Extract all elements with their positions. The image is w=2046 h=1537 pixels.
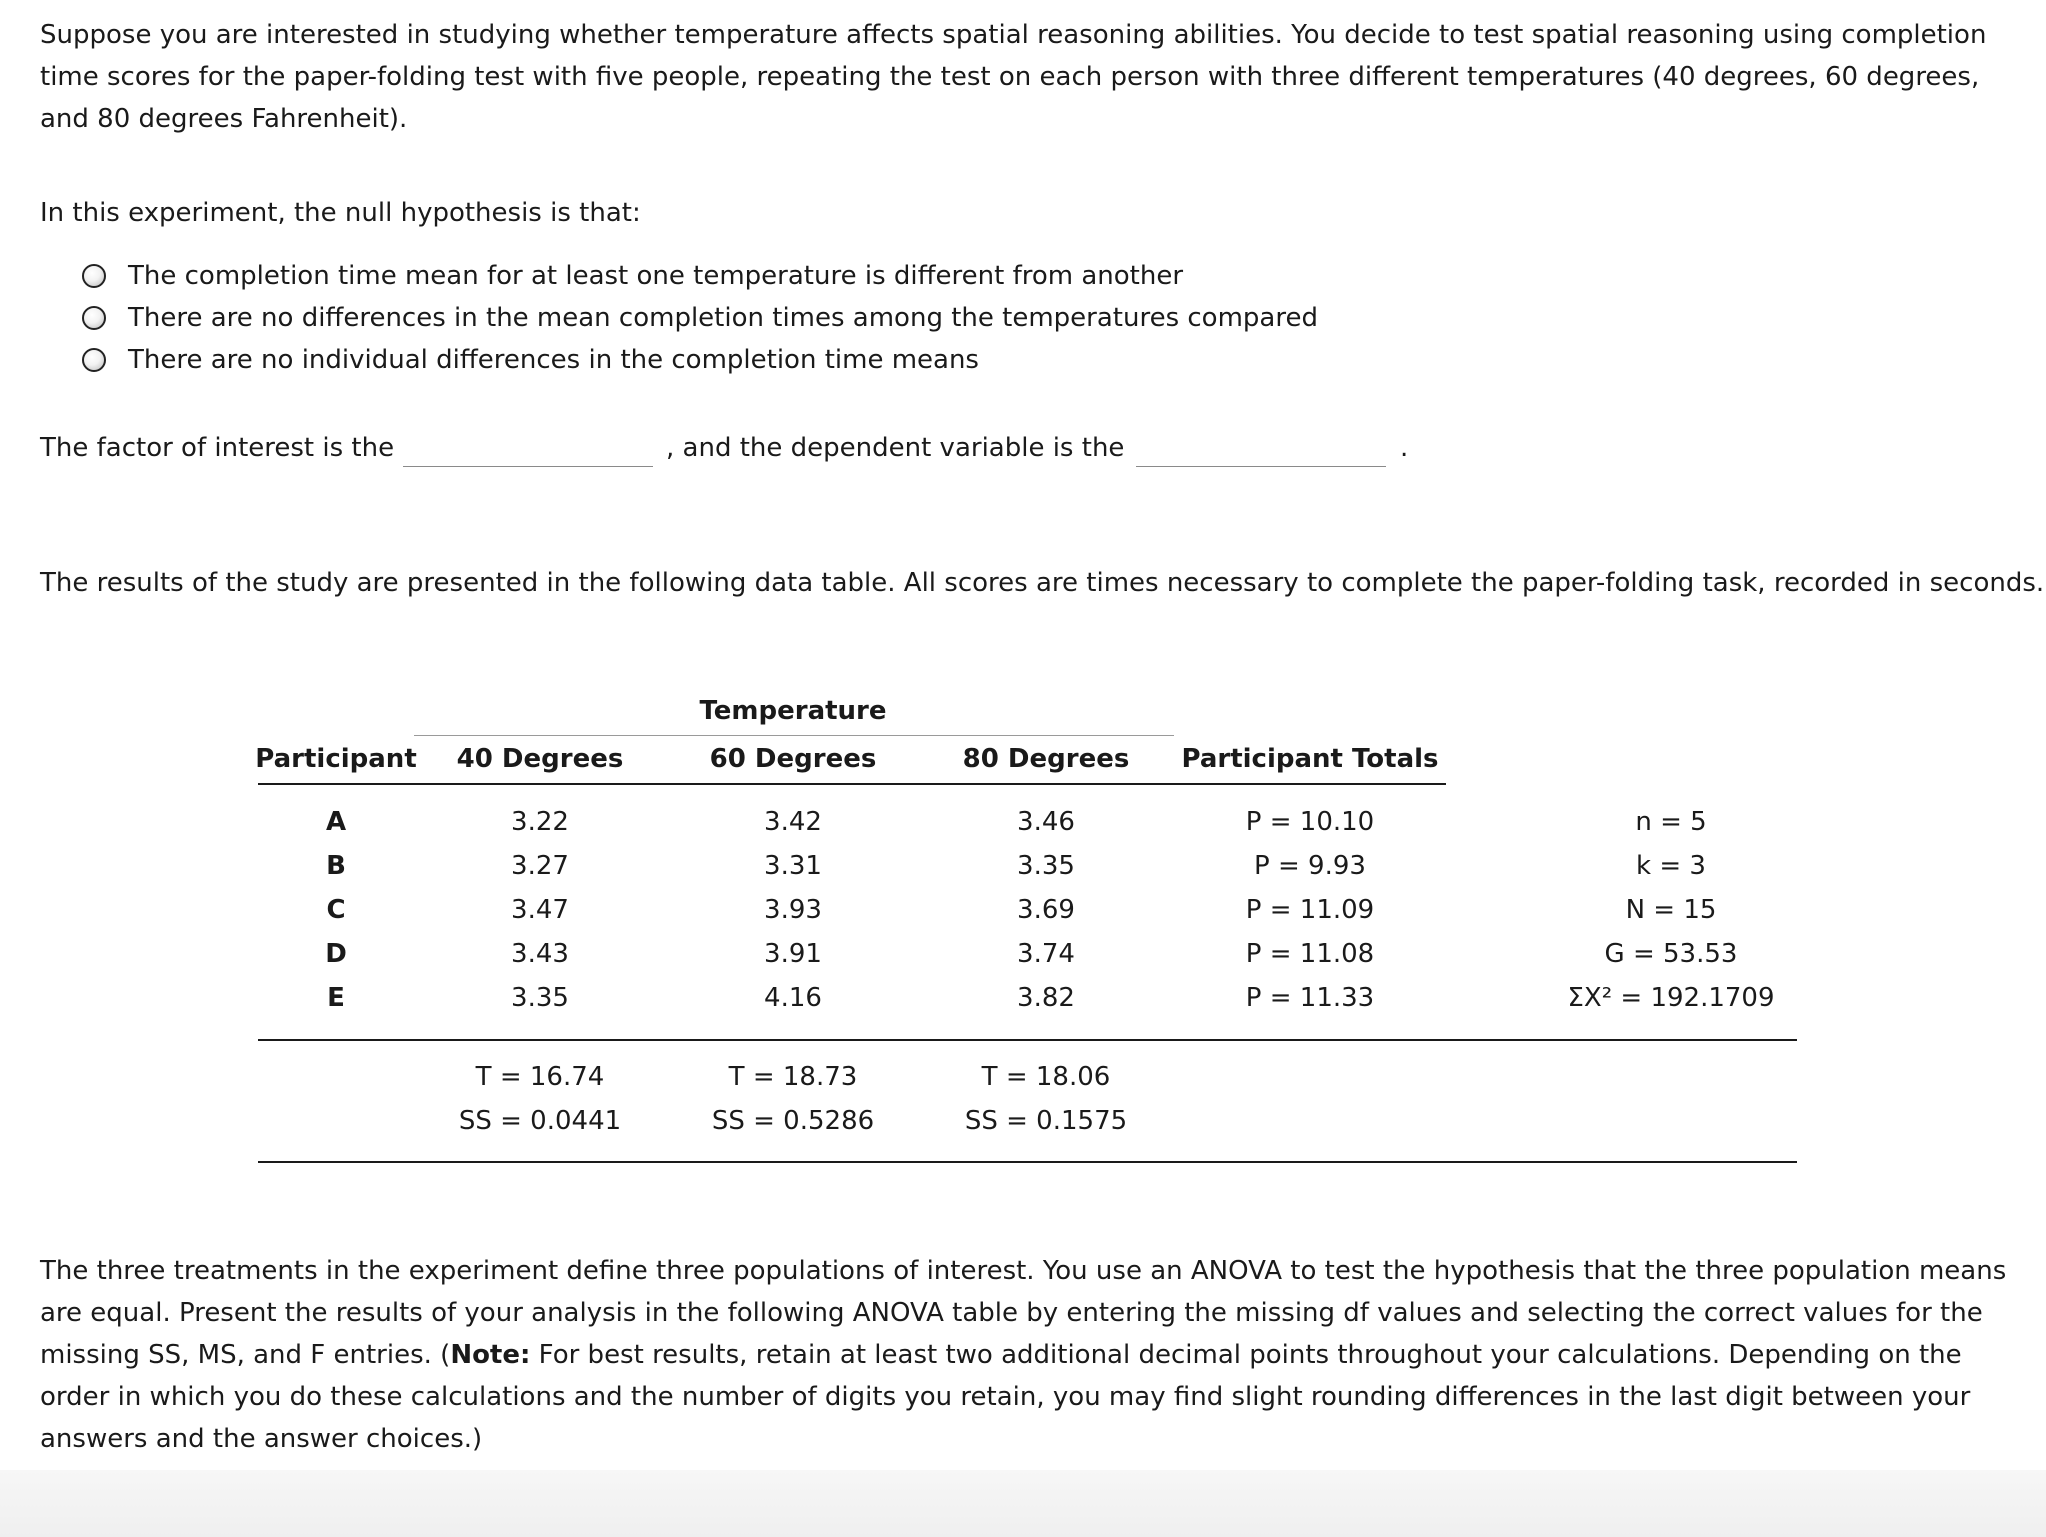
radio-button-icon[interactable]: [82, 306, 106, 330]
row-value-40: 3.27: [511, 851, 569, 881]
col-header-60: 60 Degrees: [709, 744, 877, 774]
row-participant-total: P = 11.08: [1245, 939, 1375, 969]
factor-sentence-part3: .: [1400, 433, 1409, 463]
col-header-40: 40 Degrees: [456, 744, 624, 774]
treatment-ss-40: SS = 0.0441: [458, 1106, 622, 1136]
treatment-total-80: T = 18.06: [981, 1062, 1111, 1092]
factor-sentence: [40, 427, 1440, 469]
null-option-2[interactable]: [82, 298, 1318, 338]
null-option-3[interactable]: [82, 340, 979, 380]
row-value-60: 3.93: [764, 895, 822, 925]
row-value-80: 3.69: [1017, 895, 1075, 925]
factor-of-interest-input[interactable]: [403, 435, 653, 467]
summary-N: N = 15: [1625, 895, 1717, 925]
row-participant-total: P = 10.10: [1245, 807, 1375, 837]
factor-sentence-part1: The factor of interest is the: [40, 433, 395, 463]
row-id: D: [325, 939, 347, 969]
summary-n: n = 5: [1635, 807, 1707, 837]
row-value-80: 3.35: [1017, 851, 1075, 881]
row-id: A: [325, 807, 347, 837]
treatment-ss-60: SS = 0.5286: [711, 1106, 875, 1136]
body-rule: [258, 1039, 1797, 1041]
anova-instructions-text-2: For best results, retain at least two additional decimal points throughout your calculations. Depending on the order in which you do these calculations and the number of digits you retain, you may find slight rounding differences in the last digit between your answers and the answer choices.): [40, 1340, 1971, 1454]
treatment-total-60: T = 18.73: [728, 1062, 858, 1092]
row-value-60: 3.31: [764, 851, 822, 881]
null-hypothesis-question: In this experiment, the null hypothesis is that:: [40, 198, 641, 228]
row-value-40: 3.43: [511, 939, 569, 969]
bottom-rule: [258, 1161, 1797, 1163]
row-value-40: 3.22: [511, 807, 569, 837]
col-header-totals: Participant Totals: [1181, 744, 1439, 774]
null-option-1-label: The completion time mean for at least one temperature is different from another: [128, 261, 1184, 291]
row-id: B: [326, 851, 346, 881]
group-header-rule: [414, 735, 1174, 736]
dependent-variable-input[interactable]: [1136, 435, 1386, 467]
factor-sentence-part2: , and the dependent variable is the: [666, 433, 1125, 463]
summary-G: G = 53.53: [1604, 939, 1738, 969]
radio-button-icon[interactable]: [82, 348, 106, 372]
row-participant-total: P = 11.33: [1245, 983, 1375, 1013]
anova-instructions-text-1: The three treatments in the experiment define three populations of interest. You use an ANOVA to test the hypothesis that the three population means are equal. Present the results of your analysis in the following ANOVA table by entering the missing df values and selecting the correct values for the missing SS, MS, and F entries. (: [40, 1256, 2007, 1370]
header-rule: [258, 783, 1446, 785]
row-value-60: 3.91: [764, 939, 822, 969]
col-header-participant: Participant: [255, 744, 417, 774]
row-value-40: 3.35: [511, 983, 569, 1013]
page-bottom-bar: [0, 1470, 2046, 1537]
row-participant-total: P = 11.09: [1245, 895, 1375, 925]
row-value-60: 4.16: [764, 983, 822, 1013]
intro-paragraph: Suppose you are interested in studying whether temperature affects spatial reasoning abilities. You decide to test spatial reasoning using completion time scores for the paper-folding test with five people, repeating the test on each person with three different temperatures (40 degrees, 60 degrees, and 80 degrees Fahrenheit).: [40, 20, 1987, 134]
note-label: Note:: [450, 1340, 531, 1370]
null-option-3-label: There are no individual differences in the completion time means: [128, 345, 979, 375]
results-paragraph: The results of the study are presented in the following data table. All scores are times necessary to complete the paper-folding task, recorded in seconds.: [40, 568, 2045, 598]
row-value-80: 3.82: [1017, 983, 1075, 1013]
summary-sum-x-squared: ΣX² = 192.1709: [1567, 983, 1775, 1013]
row-id: E: [327, 983, 345, 1013]
row-value-80: 3.46: [1017, 807, 1075, 837]
summary-k: k = 3: [1636, 851, 1706, 881]
row-value-40: 3.47: [511, 895, 569, 925]
null-option-2-label: There are no differences in the mean completion times among the temperatures compared: [128, 303, 1318, 333]
row-id: C: [326, 895, 346, 925]
treatment-ss-80: SS = 0.1575: [964, 1106, 1128, 1136]
row-participant-total: P = 9.93: [1254, 851, 1366, 881]
null-option-1[interactable]: [82, 256, 1183, 296]
treatment-total-40: T = 16.74: [475, 1062, 605, 1092]
anova-instructions-paragraph: [40, 1250, 2030, 1460]
temperature-group-header: Temperature: [699, 696, 887, 726]
row-value-80: 3.74: [1017, 939, 1075, 969]
col-header-80: 80 Degrees: [962, 744, 1130, 774]
radio-button-icon[interactable]: [82, 264, 106, 288]
row-value-60: 3.42: [764, 807, 822, 837]
